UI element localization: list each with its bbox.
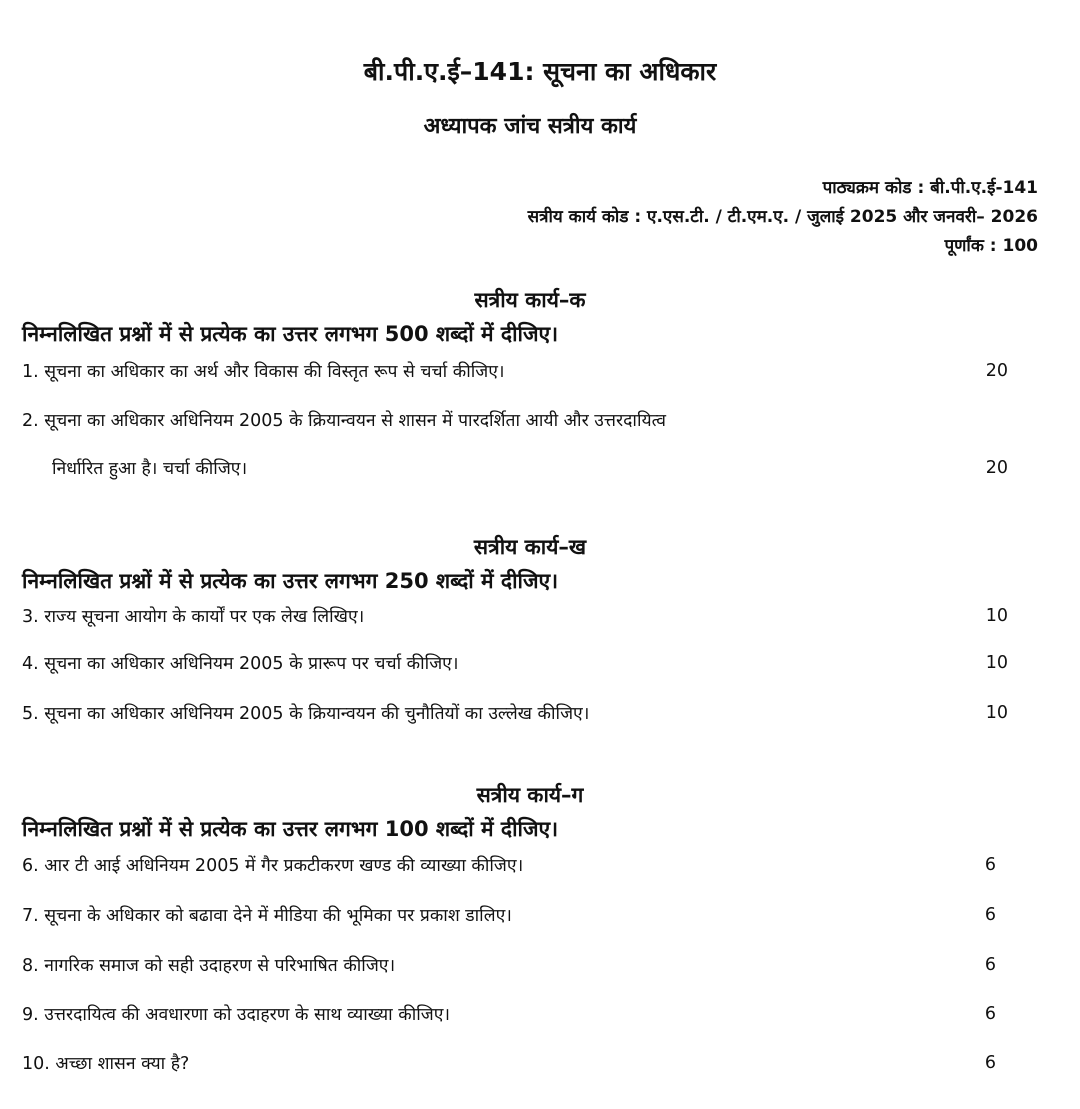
question-7 [22,903,1022,927]
question-marks: 20 [985,361,1008,381]
question-text: सूचना का अधिकार अधिनियम 2005 के प्रारूप पर चर्चा कीजिए। [44,654,459,674]
question-text: अच्छा शासन क्या है? [55,1054,190,1074]
question-6 [22,853,1022,877]
question-number: 2. [22,411,39,431]
document-title: बी.पी.ए.ई–141: सूचना का अधिकार [363,57,717,86]
question-9 [22,1002,1022,1026]
section-heading-a: सत्रीय कार्य–क [474,288,586,312]
section-heading-c: सत्रीय कार्य–ग [476,783,584,807]
question-text: नागरिक समाज को सही उदाहरण से परिभाषित कीजिए। [44,956,396,976]
question-number: 5. [22,704,39,724]
question-3 [22,604,1022,628]
question-number: 4. [22,654,39,674]
question-marks: 6 [984,905,996,925]
assignment-meta [528,174,1038,261]
question-text: सूचना का अधिकार अधिनियम 2005 के क्रियान्वयन से शासन में पारदर्शिता आयी और उत्तरदायित्व [44,411,667,431]
section-heading-b: सत्रीय कार्य–ख [473,535,587,559]
question-number: 10. [22,1054,50,1074]
question-number: 8. [22,956,39,976]
question-number: 7. [22,906,39,926]
question-text: उत्तरदायित्व की अवधारणा को उदाहरण के साथ व्याख्या कीजिए। [44,1005,451,1025]
section-instruction-c: निम्नलिखित प्रश्नों में से प्रत्येक का उत्तर लगभग 100 शब्दों में दीजिए। [22,817,559,841]
question-4 [22,651,1022,675]
question-1 [22,359,1022,383]
question-marks: 10 [985,653,1008,673]
max-marks: पूर्णांक : 100 [944,236,1038,256]
question-marks: 10 [985,606,1008,626]
question-marks: 6 [984,855,996,875]
assignment-code: सत्रीय कार्य कोड : ए.एस.टी. / टी.एम.ए. / जुलाई 2025 और जनवरी– 2026 [527,207,1038,227]
question-8 [22,953,1022,977]
question-marks: 20 [985,458,1008,478]
question-5 [22,701,1022,725]
question-number: 6. [22,856,39,876]
question-2 [22,408,1022,432]
question-text: राज्य सूचना आयोग के कार्यों पर एक लेख लिखिए। [44,607,365,627]
question-marks: 6 [984,1004,996,1024]
question-marks: 10 [985,703,1008,723]
question-text: आर टी आई अधिनियम 2005 में गैर प्रकटीकरण खण्ड की व्याख्या कीजिए। [44,856,524,876]
document-subtitle: अध्यापक जांच सत्रीय कार्य [423,114,637,139]
question-marks: 6 [984,1053,996,1073]
question-text-continuation: निर्धारित हुआ है। चर्चा कीजिए। [52,459,248,479]
question-text: सूचना का अधिकार अधिनियम 2005 के क्रियान्वयन की चुनौतियों का उल्लेख कीजिए। [44,704,590,724]
course-code: पाठ्यक्रम कोड : बी.पी.ए.ई-141 [822,178,1038,198]
question-number: 3. [22,607,39,627]
question-10 [22,1051,1022,1075]
question-number: 9. [22,1005,39,1025]
question-text: सूचना के अधिकार को बढावा देने में मीडिया की भूमिका पर प्रकाश डालिए। [44,906,512,926]
question-text: सूचना का अधिकार का अर्थ और विकास की विस्तृत रूप से चर्चा कीजिए। [44,362,505,382]
section-instruction-a: निम्नलिखित प्रश्नों में से प्रत्येक का उत्तर लगभग 500 शब्दों में दीजिए। [22,322,559,346]
question-number: 1. [22,362,39,382]
question-marks: 6 [984,955,996,975]
section-instruction-b: निम्नलिखित प्रश्नों में से प्रत्येक का उत्तर लगभग 250 शब्दों में दीजिए। [22,569,559,593]
